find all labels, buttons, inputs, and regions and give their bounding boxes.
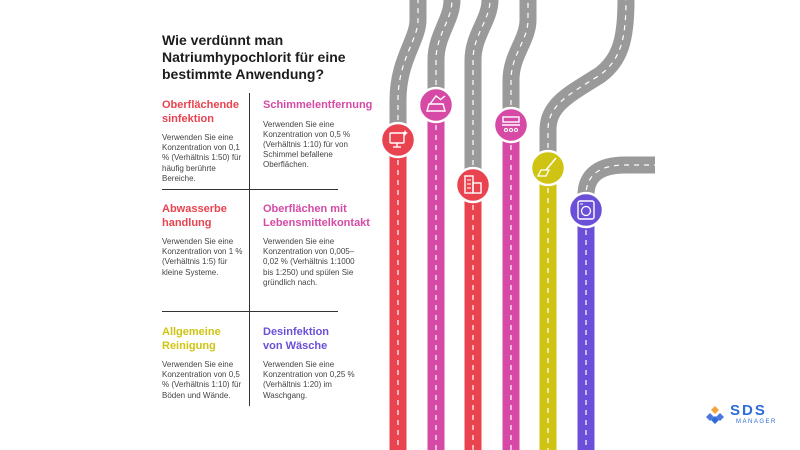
grid-divider-horizontal [162,189,338,190]
card-surface-disinfection [162,99,246,184]
card-text: Verwenden Sie eine Konzentration von 1 % (Verhältnis 1:5) für kleine Systeme. [162,237,243,277]
page-title: Wie verdünnt man Natriumhypochlorit für eine bestimmte Anwendung? [162,32,346,82]
card-heading: Oberflächende sinfektion [162,99,240,125]
grid-divider-horizontal [162,311,338,312]
logo-subtitle: MANAGER [736,419,777,425]
monitor-sparkle-icon [381,123,415,157]
card-heading: Desinfektion von Wäsche [263,326,330,352]
card-text: Verwenden Sie eine Konzentration von 0,5 % (Verhältnis 1:10) für von Schimmel befallene Oberflächen. [263,119,351,170]
card-heading: Allgemeine Reinigung [162,326,221,352]
grid-divider-vertical [249,93,250,406]
card-food-contact [263,203,370,288]
card-wastewater [162,203,246,278]
broom-icon [531,151,565,185]
card-text: Verwenden Sie eine Konzentration von 0,5 % (Verhältnis 1:10) für Böden und Wände. [162,360,242,400]
building-icon [456,168,490,202]
card-mold-removal [263,99,373,171]
cleaning-tools-icon [419,88,453,122]
logo-mark-icon [704,404,726,426]
card-text: Verwenden Sie eine Konzentration von 0,25 % (Verhältnis 1:20) im Waschgang. [263,360,355,400]
card-laundry [263,326,361,401]
card-general-cleaning [162,326,246,401]
card-heading: Abwasserbehandlung [162,203,227,229]
sds-manager-logo [704,403,784,429]
card-heading: Oberflächen mit Lebensmittelkontakt [263,203,370,229]
card-text: Verwenden Sie eine Konzentration von 0,005–0,02 % (Verhältnis 1:1000 bis 1:250) und spülen Sie gründlich nach. [263,237,355,287]
card-text: Verwenden Sie eine Konzentration von 0,1 % (Verhältnis 1:50) für häufig berührte Bereiche. [162,133,242,183]
logo-name: SDS [730,402,767,419]
washing-machine-icon [569,193,603,227]
kitchen-icon [494,108,528,142]
card-heading: Schimmelentfernung [263,99,373,111]
